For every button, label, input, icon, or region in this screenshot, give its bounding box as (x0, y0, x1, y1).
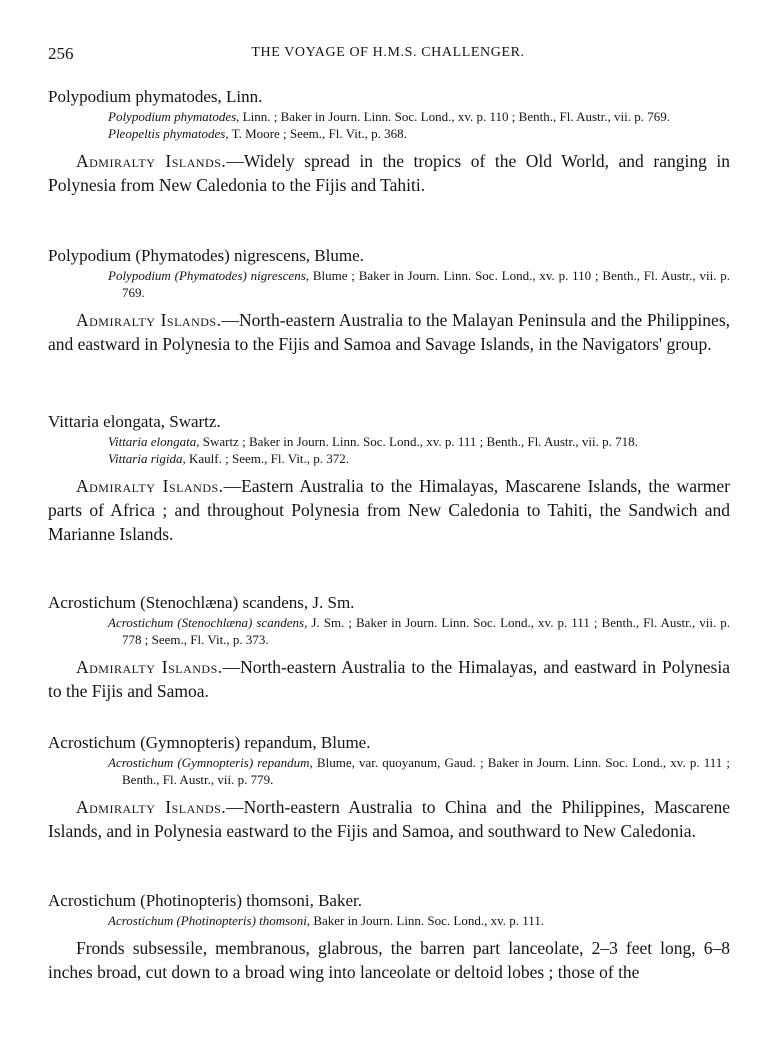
species-entry (48, 245, 730, 356)
species-entry (48, 411, 730, 546)
species-heading: Acrostichum (Photinopteris) thomsoni, Baker. (48, 891, 362, 910)
citation-name: Vittaria elongata (108, 434, 197, 449)
species-heading: Polypodium (Phymatodes) nigrescens, Blume. (48, 246, 364, 265)
citation (108, 267, 730, 301)
locality: Admiralty Islands. (76, 797, 227, 817)
citation (108, 108, 730, 125)
distribution-text: —North-eastern Australia to the Himalayas, and eastward in Polynesia to the Fijis and Samoa. (48, 657, 730, 701)
distribution-text: —North-eastern Australia to China and the Philippines, Mascarene Islands, and in Polynesia eastward to the Fijis and Samoa, and southward to New Caledonia. (48, 797, 730, 841)
citation-name: Acrostichum (Photinopteris) thomsoni (108, 913, 307, 928)
locality: Admiralty Islands. (76, 310, 222, 330)
citation (108, 450, 730, 467)
species-heading: Vittaria elongata, Swartz. (48, 412, 221, 431)
distribution-paragraph (48, 655, 730, 703)
citation-text: , Kaulf. ; Seem., Fl. Vit., p. 372. (182, 451, 350, 466)
citation-text: , Blume, var. quoyanum, Gaud. ; Baker in Journ. Linn. Soc. Lond., xv. p. 111 ; Benth., Fl. Austr., vii. p. 779. (122, 755, 730, 787)
description-paragraph: Fronds subsessile, membranous, glabrous, the barren part lanceolate, 2–3 feet long, 6–8 inches broad, cut down to a broad wing into lanceolate or deltoid lobes ; those of the (48, 938, 730, 982)
species-heading: Acrostichum (Stenochlæna) scandens, J. Sm. (48, 593, 355, 612)
distribution-paragraph (48, 308, 730, 356)
citation (108, 912, 730, 929)
citation-text: , Baker in Journ. Linn. Soc. Lond., xv. p. 111. (306, 913, 545, 928)
distribution-paragraph (48, 795, 730, 843)
species-entry (48, 592, 730, 703)
running-title: THE VOYAGE OF H.M.S. CHALLENGER. (251, 45, 525, 60)
citation-text: , Swartz ; Baker in Journ. Linn. Soc. Lond., xv. p. 111 ; Benth., Fl. Austr., vii. p. 718. (196, 434, 638, 449)
distribution-text: —Widely spread in the tropics of the Old World, and ranging in Polynesia from New Caledonia to the Fijis and Tahiti. (48, 151, 730, 195)
citation-name: Pleopeltis phymatodes (108, 126, 226, 141)
citation-name: Acrostichum (Gymnopteris) repandum (108, 755, 310, 770)
species-entry (48, 86, 730, 197)
citation-name: Polypodium phymatodes (108, 109, 237, 124)
citation-text: , J. Sm. ; Baker in Journ. Linn. Soc. Lond., xv. p. 111 ; Benth., Fl. Austr., vii. p. 778 ; Seem., Fl. Vit., p. 373. (122, 615, 731, 647)
citation (108, 125, 730, 142)
page-number: 256 (48, 44, 74, 63)
distribution-paragraph (48, 474, 730, 546)
distribution-text: —North-eastern Australia to the Malayan Peninsula and the Philippines, and eastward in Polynesia to the Fijis and Samoa and Savage Islands, in the Navigators' group. (48, 310, 731, 354)
locality: Admiralty Islands. (76, 476, 224, 496)
page-header (48, 44, 728, 66)
citation-name: Vittaria rigida (108, 451, 183, 466)
citation (108, 614, 730, 648)
citation-name: Polypodium (Phymatodes) nigrescens (108, 268, 306, 283)
distribution-text: —Eastern Australia to the Himalayas, Mascarene Islands, the warmer parts of Africa ; and throughout Polynesia from New Caledonia to Tahiti, the Sandwich and Marianne Islands. (48, 476, 730, 544)
citation-text: , Blume ; Baker in Journ. Linn. Soc. Lond., xv. p. 110 ; Benth., Fl. Austr., vii. p. 769. (122, 268, 730, 300)
citation (108, 433, 730, 450)
species-heading: Acrostichum (Gymnopteris) repandum, Blume. (48, 733, 371, 752)
citation-name: Acrostichum (Stenochlæna) scandens (108, 615, 305, 630)
species-entry (48, 732, 730, 843)
citation-text: , Linn. ; Baker in Journ. Linn. Soc. Lond., xv. p. 110 ; Benth., Fl. Austr., vii. p. 769. (236, 109, 670, 124)
species-heading: Polypodium phymatodes, Linn. (48, 87, 263, 106)
locality: Admiralty Islands. (76, 151, 227, 171)
citation (108, 754, 730, 788)
distribution-paragraph (48, 149, 730, 197)
citation-text: , T. Moore ; Seem., Fl. Vit., p. 368. (225, 126, 407, 141)
locality: Admiralty Islands. (76, 657, 223, 677)
species-entry (48, 890, 730, 984)
